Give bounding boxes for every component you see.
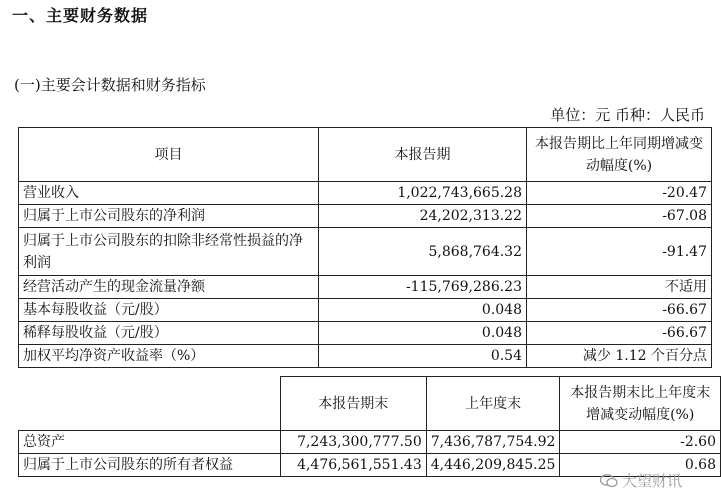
table-row <box>19 299 712 322</box>
row-item: 归属于上市公司股东的净利润 <box>19 205 319 228</box>
subsection-title: (一)主要会计数据和财务指标 <box>14 76 206 94</box>
row-prior: 7,436,787,754.92 <box>426 431 560 454</box>
row-change: -66.67 <box>527 299 712 322</box>
row-item: 归属于上市公司股东的所有者权益 <box>19 454 281 477</box>
row-item: 归属于上市公司股东的扣除非经常性损益的净利润 <box>19 228 319 276</box>
wechat-icon <box>600 474 618 488</box>
watermark-text: 大望财讯 <box>622 472 683 490</box>
row-current: 0.54 <box>319 345 527 368</box>
row-current: 5,868,764.32 <box>319 228 527 276</box>
row-current: 4,476,561,551.43 <box>280 454 426 477</box>
row-item: 加权平均净资产收益率（%） <box>19 345 319 368</box>
row-current: 0.048 <box>319 299 527 322</box>
table-row <box>19 205 712 228</box>
row-current: 0.048 <box>319 322 527 345</box>
row-change: -66.67 <box>527 322 712 345</box>
row-item: 稀释每股收益（元/股） <box>19 322 319 345</box>
table-row <box>19 228 712 276</box>
header-yoy-change: 本报告期比上年同期增减变动幅度(%) <box>527 128 712 182</box>
table-row <box>19 276 712 299</box>
balance-table <box>18 376 721 477</box>
row-change: -20.47 <box>527 182 712 205</box>
row-prior: 4,446,209,845.25 <box>426 454 560 477</box>
header-current-period: 本报告期 <box>319 128 527 182</box>
header-prior-year-end: 上年度末 <box>426 377 560 431</box>
row-item: 营业收入 <box>19 182 319 205</box>
table-row <box>19 345 712 368</box>
row-current: 1,022,743,665.28 <box>319 182 527 205</box>
table-header-row <box>19 377 721 431</box>
unit-currency-line: 单位：元 币种：人民币 <box>550 106 705 124</box>
section-title: 一、主要财务数据 <box>12 6 149 25</box>
watermark <box>600 470 682 491</box>
header-change: 本报告期末比上年度末增减变动幅度(%) <box>560 377 721 431</box>
row-item: 总资产 <box>19 431 281 454</box>
row-item: 经营活动产生的现金流量净额 <box>19 276 319 299</box>
table-row <box>19 322 712 345</box>
header-item: 项目 <box>19 128 319 182</box>
table-row <box>19 182 712 205</box>
header-blank <box>19 377 281 431</box>
row-current: 7,243,300,777.50 <box>280 431 426 454</box>
row-change: -2.60 <box>560 431 721 454</box>
key-indicators-table <box>18 127 712 368</box>
row-change: -67.08 <box>527 205 712 228</box>
table-row <box>19 431 721 454</box>
row-current: 24,202,313.22 <box>319 205 527 228</box>
row-current: -115,769,286.23 <box>319 276 527 299</box>
row-change: 不适用 <box>527 276 712 299</box>
row-change: -91.47 <box>527 228 712 276</box>
table-header-row <box>19 128 712 182</box>
row-change: 0.68 <box>560 454 721 477</box>
row-item: 基本每股收益（元/股） <box>19 299 319 322</box>
header-period-end: 本报告期末 <box>280 377 426 431</box>
row-change: 减少 1.12 个百分点 <box>527 345 712 368</box>
